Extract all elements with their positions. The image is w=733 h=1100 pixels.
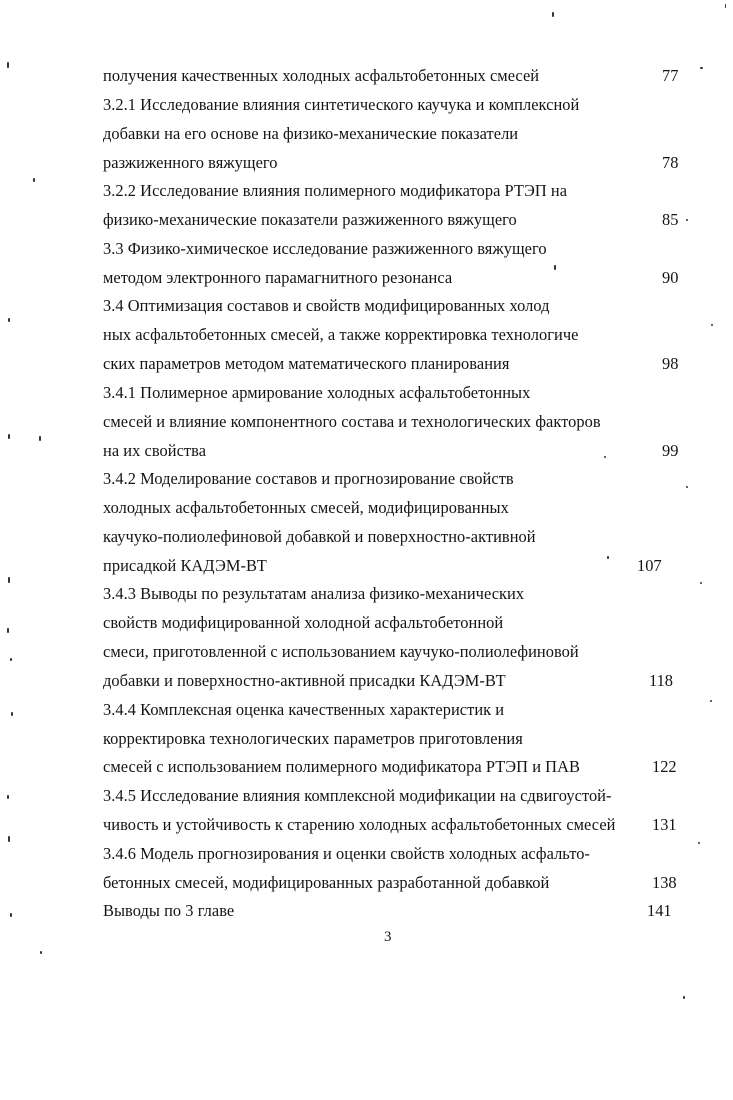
toc-page-number: 90 xyxy=(662,268,679,287)
toc-line: 3.4.1 Полимерное армирование холодных асфальтобетонных xyxy=(103,383,531,402)
scan-speck xyxy=(725,4,726,8)
scan-speck xyxy=(33,178,35,182)
toc-page-number: 78 xyxy=(662,153,679,172)
toc-line: 3.2.2 Исследование влияния полимерного модификатора РТЭП на xyxy=(103,181,568,200)
scan-speck xyxy=(711,324,713,326)
scan-speck xyxy=(40,951,42,954)
toc-line: ных асфальтобетонных смесей, а также корректировка технологиче xyxy=(103,325,579,344)
toc-line: Выводы по 3 главе xyxy=(103,901,235,920)
toc-line: получения качественных холодных асфальтобетонных смесей xyxy=(103,66,540,85)
toc-line: 3.4.4 Комплексная оценка качественных характеристик и xyxy=(103,700,505,719)
toc-line: корректировка технологических параметров приготовления xyxy=(103,729,523,748)
toc-line: присадкой КАДЭМ-ВТ xyxy=(103,556,267,575)
scan-speck xyxy=(8,577,10,583)
scan-speck xyxy=(700,67,703,69)
toc-line: каучуко-полиолефиновой добавкой и поверхностно-активной xyxy=(103,527,536,546)
toc-line: добавки и поверхностно-активной присадки КАДЭМ-ВТ xyxy=(103,671,506,690)
scan-speck xyxy=(8,836,10,842)
scan-speck xyxy=(10,913,12,917)
toc-line: холодных асфальтобетонных смесей, модифицированных xyxy=(103,498,509,517)
toc-page-number: 138 xyxy=(652,873,677,892)
scan-speck xyxy=(8,434,10,439)
toc-line: 3.4 Оптимизация составов и свойств модифицированных холод xyxy=(103,296,550,315)
toc-line: 3.3 Физико-химическое исследование разжиженного вяжущего xyxy=(103,239,547,258)
scan-speck xyxy=(700,582,702,584)
scan-speck xyxy=(39,436,41,441)
toc-line: 3.4.2 Моделирование составов и прогнозирование свойств xyxy=(103,469,514,488)
toc-page-number: 99 xyxy=(662,441,679,460)
toc-line: смесей с использованием полимерного модификатора РТЭП и ПАВ xyxy=(103,757,580,776)
scan-speck xyxy=(710,700,712,702)
toc-line: на их свойства xyxy=(103,441,207,460)
toc-page-number: 85 xyxy=(662,210,679,229)
toc-line: чивость и устойчивость к старению холодных асфальтобетонных смесей xyxy=(103,815,616,834)
scan-speck xyxy=(7,795,9,799)
scan-speck xyxy=(7,62,9,68)
toc-line: смесей и влияние компонентного состава и технологических факторов xyxy=(103,412,601,431)
scan-speck xyxy=(11,712,13,716)
toc-line: физико-механические показатели разжиженного вяжущего xyxy=(103,210,517,229)
toc-page-number: 118 xyxy=(649,671,673,690)
toc-line: ских параметров методом математического планирования xyxy=(103,354,510,373)
toc-line: бетонных смесей, модифицированных разработанной добавкой xyxy=(103,873,550,892)
toc-line: 3.4.5 Исследование влияния комплексной модификации на сдвигоустой- xyxy=(103,786,612,805)
toc-page-number: 141 xyxy=(647,901,672,920)
scan-speck xyxy=(10,658,12,661)
scan-speck xyxy=(683,996,685,999)
toc-line: 3.4.3 Выводы по результатам анализа физико-механических xyxy=(103,584,525,603)
scan-speck xyxy=(686,486,688,488)
scan-speck xyxy=(604,456,606,458)
scan-speck xyxy=(552,12,554,17)
scan-speck xyxy=(8,318,10,322)
toc-page-number: 122 xyxy=(652,757,677,776)
toc-line: свойств модифицированной холодной асфальтобетонной xyxy=(103,613,504,632)
page-number: 3 xyxy=(384,929,392,945)
toc-page-number: 77 xyxy=(662,66,679,85)
scan-speck xyxy=(7,628,9,633)
toc-page-number: 131 xyxy=(652,815,677,834)
toc-line: 3.2.1 Исследование влияния синтетического каучука и комплексной xyxy=(103,95,580,114)
scan-speck xyxy=(607,556,609,559)
toc-page-number: 98 xyxy=(662,354,679,373)
scan-speck xyxy=(686,219,688,221)
toc-line: методом электронного парамагнитного резонанса xyxy=(103,268,453,287)
toc-line: 3.4.6 Модель прогнозирования и оценки свойств холодных асфальто- xyxy=(103,844,590,863)
toc-line: смеси, приготовленной с использованием каучуко-полиолефиновой xyxy=(103,642,579,661)
scan-speck xyxy=(698,842,700,844)
toc-line: добавки на его основе на физико-механические показатели xyxy=(103,124,519,143)
scan-speck xyxy=(554,265,556,270)
toc-page-number: 107 xyxy=(637,556,662,575)
toc-line: разжиженного вяжущего xyxy=(103,153,278,172)
